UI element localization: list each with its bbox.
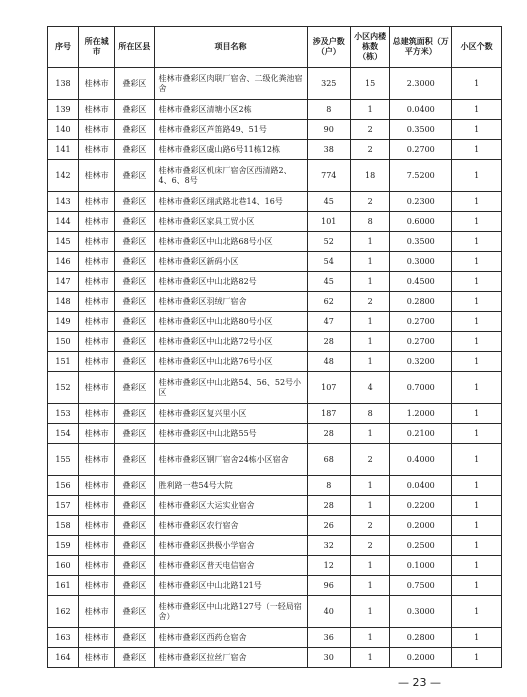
cell-seq: 154	[48, 424, 79, 444]
cell-households: 32	[307, 536, 350, 556]
cell-buildings: 8	[350, 212, 389, 232]
cell-count: 1	[452, 272, 502, 292]
cell-project-name: 桂林市叠彩区清塘小区2栋	[154, 100, 307, 120]
cell-count: 1	[452, 424, 502, 444]
table-row	[48, 160, 502, 192]
cell-households: 38	[307, 140, 350, 160]
cell-buildings: 8	[350, 404, 389, 424]
cell-city: 桂林市	[79, 648, 115, 668]
cell-seq: 140	[48, 120, 79, 140]
cell-district: 叠彩区	[115, 372, 154, 404]
cell-district: 叠彩区	[115, 120, 154, 140]
cell-city: 桂林市	[79, 232, 115, 252]
cell-count: 1	[452, 120, 502, 140]
cell-district: 叠彩区	[115, 292, 154, 312]
cell-area: 0.2800	[390, 292, 452, 312]
cell-project-name: 桂林市叠彩区肉联厂宿舍、二级化粪池宿舍	[154, 68, 307, 100]
cell-count: 1	[452, 516, 502, 536]
project-table	[47, 26, 502, 668]
cell-buildings: 1	[350, 596, 389, 628]
cell-district: 叠彩区	[115, 272, 154, 292]
cell-seq: 138	[48, 68, 79, 100]
table-row	[48, 120, 502, 140]
cell-city: 桂林市	[79, 476, 115, 496]
cell-city: 桂林市	[79, 372, 115, 404]
cell-households: 30	[307, 648, 350, 668]
cell-project-name: 桂林市叠彩区中山北路80号小区	[154, 312, 307, 332]
cell-project-name: 桂林市叠彩区拉丝厂宿舍	[154, 648, 307, 668]
cell-city: 桂林市	[79, 312, 115, 332]
cell-project-name: 桂林市叠彩区新码小区	[154, 252, 307, 272]
cell-households: 36	[307, 628, 350, 648]
header-count: 小区个数	[452, 27, 502, 68]
cell-households: 325	[307, 68, 350, 100]
cell-area: 0.0400	[390, 100, 452, 120]
cell-district: 叠彩区	[115, 648, 154, 668]
cell-seq: 159	[48, 536, 79, 556]
cell-buildings: 1	[350, 272, 389, 292]
cell-households: 8	[307, 100, 350, 120]
table-row	[48, 516, 502, 536]
cell-city: 桂林市	[79, 496, 115, 516]
cell-city: 桂林市	[79, 424, 115, 444]
cell-area: 0.2000	[390, 648, 452, 668]
cell-project-name: 桂林市叠彩区复兴里小区	[154, 404, 307, 424]
cell-area: 0.7500	[390, 576, 452, 596]
cell-seq: 162	[48, 596, 79, 628]
cell-households: 28	[307, 496, 350, 516]
cell-count: 1	[452, 596, 502, 628]
table-row	[48, 232, 502, 252]
cell-project-name: 桂林市叠彩区中山北路54、56、52号小区	[154, 372, 307, 404]
cell-project-name: 桂林市叠彩区中山北路121号	[154, 576, 307, 596]
cell-seq: 163	[48, 628, 79, 648]
cell-city: 桂林市	[79, 212, 115, 232]
cell-city: 桂林市	[79, 332, 115, 352]
cell-buildings: 2	[350, 536, 389, 556]
cell-buildings: 1	[350, 312, 389, 332]
cell-district: 叠彩区	[115, 404, 154, 424]
header-seq: 序号	[48, 27, 79, 68]
cell-count: 1	[452, 68, 502, 100]
cell-city: 桂林市	[79, 516, 115, 536]
cell-city: 桂林市	[79, 160, 115, 192]
cell-project-name: 桂林市叠彩区西药仓宿舍	[154, 628, 307, 648]
cell-city: 桂林市	[79, 352, 115, 372]
cell-households: 8	[307, 476, 350, 496]
cell-project-name: 桂林市叠彩区芦笛路49、51号	[154, 120, 307, 140]
cell-households: 47	[307, 312, 350, 332]
cell-area: 0.2500	[390, 536, 452, 556]
cell-count: 1	[452, 140, 502, 160]
cell-district: 叠彩区	[115, 232, 154, 252]
cell-area: 0.3500	[390, 120, 452, 140]
cell-project-name: 桂林市叠彩区中山北路55号	[154, 424, 307, 444]
cell-district: 叠彩区	[115, 596, 154, 628]
cell-households: 62	[307, 292, 350, 312]
cell-count: 1	[452, 496, 502, 516]
cell-seq: 147	[48, 272, 79, 292]
cell-city: 桂林市	[79, 596, 115, 628]
cell-households: 90	[307, 120, 350, 140]
cell-district: 叠彩区	[115, 628, 154, 648]
cell-buildings: 1	[350, 496, 389, 516]
table-row	[48, 404, 502, 424]
cell-city: 桂林市	[79, 120, 115, 140]
cell-district: 叠彩区	[115, 476, 154, 496]
cell-seq: 145	[48, 232, 79, 252]
cell-district: 叠彩区	[115, 312, 154, 332]
cell-buildings: 1	[350, 332, 389, 352]
cell-area: 0.2700	[390, 332, 452, 352]
cell-city: 桂林市	[79, 140, 115, 160]
cell-households: 52	[307, 232, 350, 252]
cell-buildings: 2	[350, 120, 389, 140]
header-city: 所在城市	[79, 27, 115, 68]
cell-district: 叠彩区	[115, 100, 154, 120]
cell-district: 叠彩区	[115, 68, 154, 100]
cell-buildings: 1	[350, 556, 389, 576]
cell-buildings: 2	[350, 516, 389, 536]
cell-area: 0.4000	[390, 444, 452, 476]
cell-seq: 160	[48, 556, 79, 576]
table-row	[48, 576, 502, 596]
cell-seq: 150	[48, 332, 79, 352]
cell-count: 1	[452, 160, 502, 192]
cell-area: 1.2000	[390, 404, 452, 424]
cell-seq: 156	[48, 476, 79, 496]
table-row	[48, 476, 502, 496]
cell-buildings: 1	[350, 648, 389, 668]
cell-area: 2.3000	[390, 68, 452, 100]
cell-households: 28	[307, 332, 350, 352]
cell-project-name: 桂林市叠彩区中山北路76号小区	[154, 352, 307, 372]
cell-count: 1	[452, 312, 502, 332]
cell-city: 桂林市	[79, 100, 115, 120]
cell-households: 96	[307, 576, 350, 596]
cell-count: 1	[452, 352, 502, 372]
cell-area: 0.2700	[390, 312, 452, 332]
cell-buildings: 1	[350, 576, 389, 596]
cell-count: 1	[452, 100, 502, 120]
cell-buildings: 1	[350, 352, 389, 372]
table-header	[48, 27, 502, 68]
cell-households: 12	[307, 556, 350, 576]
cell-project-name: 胜利路一巷54号大院	[154, 476, 307, 496]
cell-district: 叠彩区	[115, 424, 154, 444]
cell-area: 0.2700	[390, 140, 452, 160]
cell-city: 桂林市	[79, 404, 115, 424]
cell-count: 1	[452, 292, 502, 312]
cell-count: 1	[452, 536, 502, 556]
cell-district: 叠彩区	[115, 352, 154, 372]
header-area: 总建筑面积（万平方米）	[390, 27, 452, 68]
cell-buildings: 1	[350, 100, 389, 120]
cell-project-name: 桂林市叠彩区中山北路82号	[154, 272, 307, 292]
cell-households: 101	[307, 212, 350, 232]
cell-city: 桂林市	[79, 292, 115, 312]
table-row	[48, 68, 502, 100]
table-row	[48, 648, 502, 668]
cell-seq: 139	[48, 100, 79, 120]
cell-seq: 151	[48, 352, 79, 372]
cell-area: 0.3200	[390, 352, 452, 372]
page-number: — 23 —	[398, 676, 441, 689]
cell-project-name: 桂林市叠彩区拱极小学宿舍	[154, 536, 307, 556]
cell-district: 叠彩区	[115, 140, 154, 160]
cell-project-name: 桂林市叠彩区家具工贸小区	[154, 212, 307, 232]
cell-district: 叠彩区	[115, 444, 154, 476]
cell-project-name: 桂林市叠彩区大运实业宿舍	[154, 496, 307, 516]
cell-city: 桂林市	[79, 628, 115, 648]
cell-buildings: 1	[350, 424, 389, 444]
cell-seq: 141	[48, 140, 79, 160]
cell-count: 1	[452, 648, 502, 668]
cell-district: 叠彩区	[115, 252, 154, 272]
cell-area: 0.2300	[390, 192, 452, 212]
cell-district: 叠彩区	[115, 332, 154, 352]
cell-project-name: 桂林市叠彩区农行宿舍	[154, 516, 307, 536]
cell-seq: 149	[48, 312, 79, 332]
cell-count: 1	[452, 444, 502, 476]
cell-seq: 153	[48, 404, 79, 424]
cell-seq: 164	[48, 648, 79, 668]
cell-project-name: 桂林市叠彩区中山北路72号小区	[154, 332, 307, 352]
cell-district: 叠彩区	[115, 192, 154, 212]
cell-households: 774	[307, 160, 350, 192]
cell-area: 0.2200	[390, 496, 452, 516]
cell-households: 187	[307, 404, 350, 424]
cell-district: 叠彩区	[115, 160, 154, 192]
table-row	[48, 536, 502, 556]
cell-seq: 158	[48, 516, 79, 536]
cell-buildings: 2	[350, 192, 389, 212]
cell-project-name: 桂林市叠彩区中山北路127号（一轻局宿舍）	[154, 596, 307, 628]
cell-area: 0.2800	[390, 628, 452, 648]
cell-project-name: 桂林市叠彩区羽绒厂宿舍	[154, 292, 307, 312]
header-district: 所在区县	[115, 27, 154, 68]
cell-project-name: 桂林市叠彩区虞山路6号11栋12栋	[154, 140, 307, 160]
cell-district: 叠彩区	[115, 576, 154, 596]
cell-households: 68	[307, 444, 350, 476]
cell-area: 0.2100	[390, 424, 452, 444]
cell-city: 桂林市	[79, 272, 115, 292]
cell-district: 叠彩区	[115, 516, 154, 536]
cell-buildings: 1	[350, 628, 389, 648]
cell-buildings: 4	[350, 372, 389, 404]
cell-city: 桂林市	[79, 556, 115, 576]
cell-district: 叠彩区	[115, 536, 154, 556]
cell-count: 1	[452, 576, 502, 596]
table-row	[48, 352, 502, 372]
table-row	[48, 140, 502, 160]
cell-seq: 144	[48, 212, 79, 232]
cell-district: 叠彩区	[115, 556, 154, 576]
cell-city: 桂林市	[79, 444, 115, 476]
cell-count: 1	[452, 212, 502, 232]
cell-city: 桂林市	[79, 192, 115, 212]
cell-count: 1	[452, 628, 502, 648]
table-row	[48, 100, 502, 120]
cell-buildings: 1	[350, 476, 389, 496]
cell-city: 桂林市	[79, 536, 115, 556]
header-buildings: 小区内楼栋数（栋）	[350, 27, 389, 68]
cell-households: 26	[307, 516, 350, 536]
cell-area: 0.1000	[390, 556, 452, 576]
cell-buildings: 2	[350, 140, 389, 160]
cell-area: 7.5200	[390, 160, 452, 192]
cell-seq: 155	[48, 444, 79, 476]
cell-area: 0.2000	[390, 516, 452, 536]
cell-households: 45	[307, 272, 350, 292]
cell-seq: 157	[48, 496, 79, 516]
table-row	[48, 332, 502, 352]
cell-buildings: 1	[350, 252, 389, 272]
cell-district: 叠彩区	[115, 212, 154, 232]
cell-buildings: 1	[350, 232, 389, 252]
cell-project-name: 桂林市叠彩区翊武路北巷14、16号	[154, 192, 307, 212]
table-row	[48, 312, 502, 332]
table-row	[48, 596, 502, 628]
cell-households: 28	[307, 424, 350, 444]
cell-project-name: 桂林市叠彩区普天电信宿舍	[154, 556, 307, 576]
cell-buildings: 18	[350, 160, 389, 192]
cell-buildings: 2	[350, 444, 389, 476]
table-body	[48, 68, 502, 668]
cell-seq: 146	[48, 252, 79, 272]
cell-count: 1	[452, 404, 502, 424]
cell-buildings: 15	[350, 68, 389, 100]
table-row	[48, 212, 502, 232]
cell-households: 45	[307, 192, 350, 212]
cell-project-name: 桂林市叠彩区中山北路68号小区	[154, 232, 307, 252]
header-households: 涉及户数（户）	[307, 27, 350, 68]
table-row	[48, 372, 502, 404]
cell-district: 叠彩区	[115, 496, 154, 516]
cell-city: 桂林市	[79, 68, 115, 100]
cell-area: 0.3500	[390, 232, 452, 252]
cell-count: 1	[452, 332, 502, 352]
cell-count: 1	[452, 232, 502, 252]
cell-project-name: 桂林市叠彩区钢厂宿舍24栋小区宿舍	[154, 444, 307, 476]
cell-area: 0.3000	[390, 252, 452, 272]
cell-households: 40	[307, 596, 350, 628]
table-row	[48, 192, 502, 212]
cell-city: 桂林市	[79, 576, 115, 596]
cell-count: 1	[452, 372, 502, 404]
table-row	[48, 272, 502, 292]
cell-households: 54	[307, 252, 350, 272]
cell-seq: 143	[48, 192, 79, 212]
table-row	[48, 628, 502, 648]
cell-buildings: 2	[350, 292, 389, 312]
cell-project-name: 桂林市叠彩区机床厂宿舍区西清路2、4、6、8号	[154, 160, 307, 192]
cell-seq: 148	[48, 292, 79, 312]
table-row	[48, 424, 502, 444]
cell-area: 0.4500	[390, 272, 452, 292]
cell-city: 桂林市	[79, 252, 115, 272]
table-row	[48, 292, 502, 312]
cell-count: 1	[452, 252, 502, 272]
table-row	[48, 496, 502, 516]
cell-count: 1	[452, 556, 502, 576]
table-row	[48, 444, 502, 476]
cell-count: 1	[452, 476, 502, 496]
table-row	[48, 252, 502, 272]
cell-seq: 152	[48, 372, 79, 404]
cell-households: 107	[307, 372, 350, 404]
cell-area: 0.3000	[390, 596, 452, 628]
cell-seq: 161	[48, 576, 79, 596]
header-project: 项目名称	[154, 27, 307, 68]
cell-seq: 142	[48, 160, 79, 192]
cell-area: 0.0400	[390, 476, 452, 496]
cell-area: 0.7000	[390, 372, 452, 404]
cell-area: 0.6000	[390, 212, 452, 232]
cell-count: 1	[452, 192, 502, 212]
cell-households: 48	[307, 352, 350, 372]
table-row	[48, 556, 502, 576]
